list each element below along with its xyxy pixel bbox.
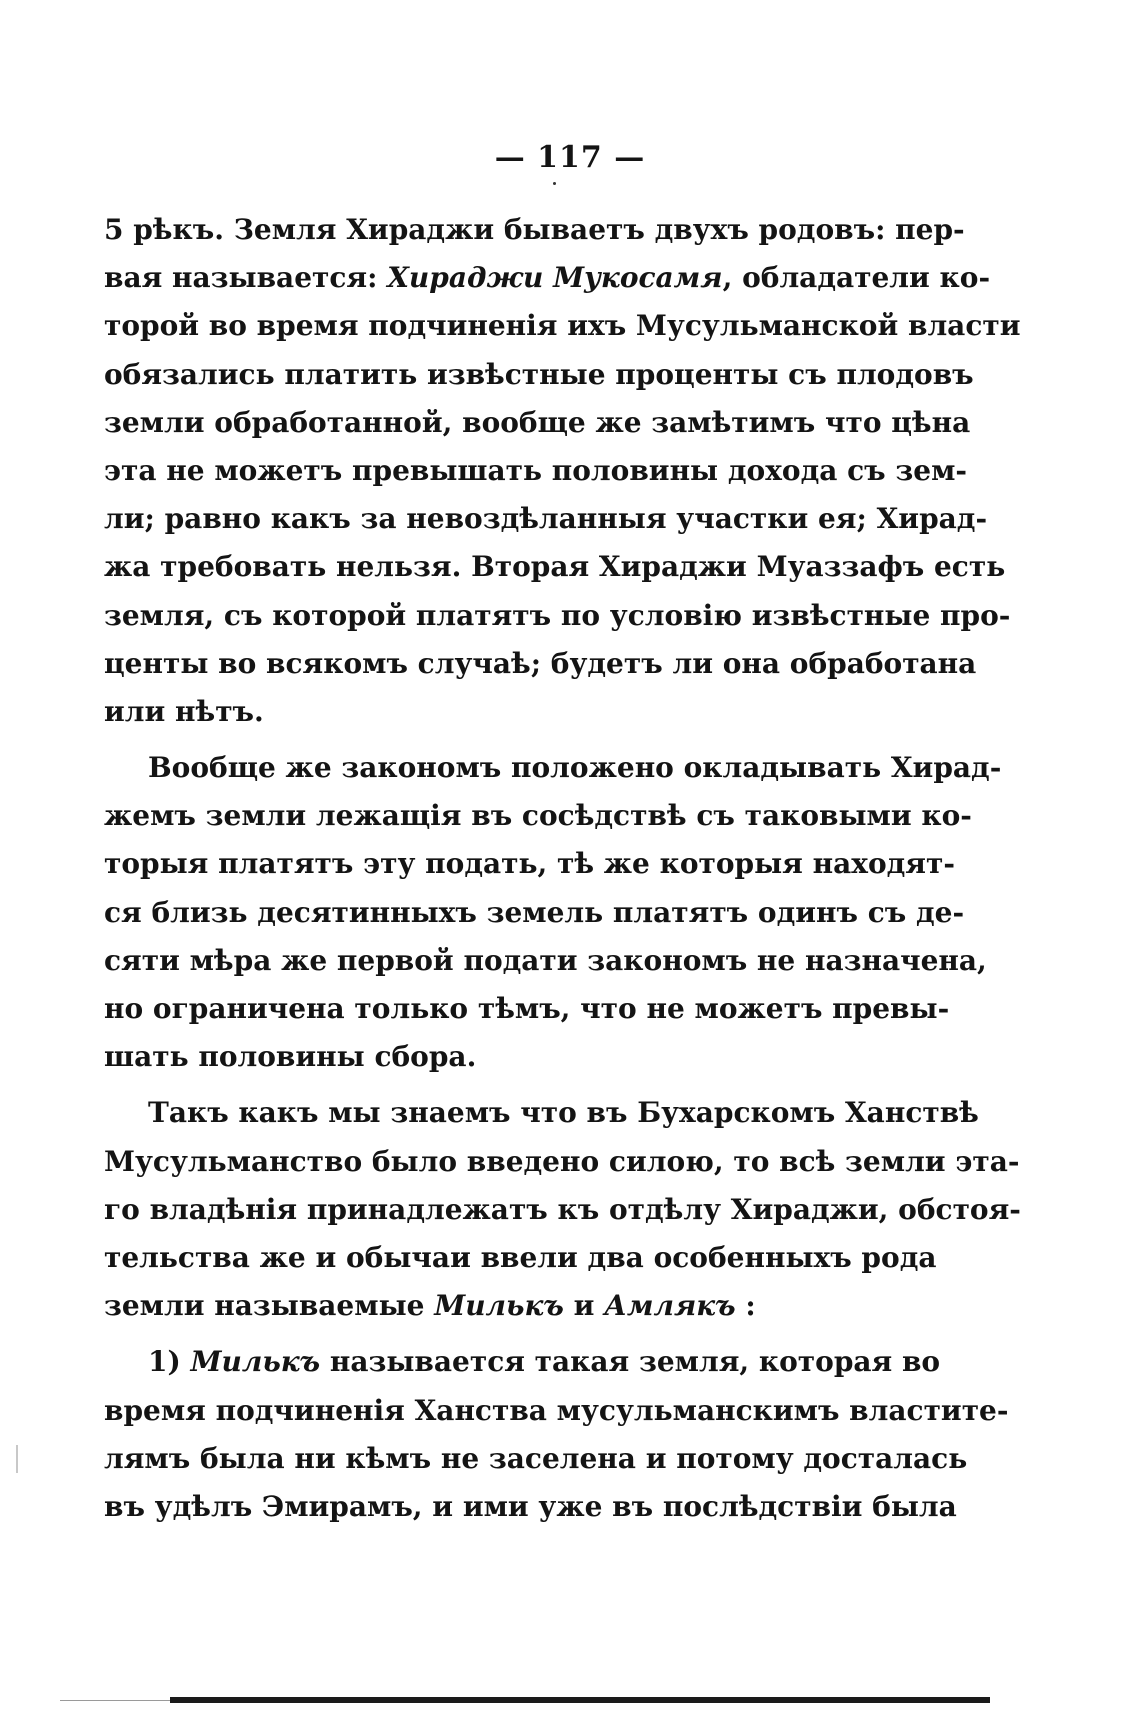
text-line <box>104 1186 1021 1234</box>
text-segment: , обладатели ко- <box>722 261 991 295</box>
text-segment: жемъ земли лежащія въ сосѣдствѣ съ таковыми ко- <box>104 799 972 833</box>
text-segment: называется такая земля, которая во <box>320 1345 941 1379</box>
text-line <box>104 543 1006 591</box>
text-line <box>104 744 1002 792</box>
paragraph <box>104 744 1002 1081</box>
margin-mark <box>16 1445 18 1473</box>
text-line <box>104 1282 899 1330</box>
text-line <box>104 1138 1020 1186</box>
text-segment: торой во время подчиненія ихъ Мусульманской власти <box>104 309 1021 343</box>
text-line <box>104 447 968 495</box>
text-line <box>104 206 965 254</box>
text-segment: тельства же и обычаи ввели два особенныхъ рода <box>104 1240 937 1274</box>
text-line <box>104 302 1021 350</box>
text-line <box>104 1387 1009 1435</box>
text-line <box>104 792 972 840</box>
body-text <box>104 206 1021 1531</box>
text-segment: обязались платить извѣстные проценты съ плодовъ <box>104 357 974 391</box>
text-segment: но ограничена только тѣмъ, что не можетъ превы- <box>104 992 950 1025</box>
text-segment: время подчиненія Ханства мусульманскимъ властите- <box>104 1393 1009 1427</box>
text-segment: торыя платятъ эту подать, тѣ же которыя находят- <box>104 847 955 881</box>
text-segment: : <box>735 1289 756 1323</box>
text-segment: земли обработанной, вообще же замѣтимъ что цѣна <box>104 405 971 439</box>
text-segment: эта не можетъ превышать половины дохода съ зем- <box>104 453 968 487</box>
text-line <box>104 840 955 888</box>
italic-term: Амлякъ <box>604 1289 736 1323</box>
bottom-rule-thin <box>60 1700 170 1701</box>
text-segment: центы во всякомъ случаѣ; будетъ ли она обработана <box>104 646 977 680</box>
ink-speck <box>553 182 556 185</box>
paragraph <box>104 206 1021 736</box>
paragraph-gap <box>104 736 899 744</box>
text-segment: земли называемые <box>104 1289 435 1323</box>
paragraph-gap <box>104 1330 899 1338</box>
paragraph <box>104 1338 1009 1531</box>
text-segment: лямъ была ни кѣмъ не заселена и потому досталась <box>104 1441 968 1475</box>
text-segment: жа требовать нельзя. Вторая Хираджи Муаззафъ есть <box>104 550 1006 584</box>
italic-term: Хираджи Мукосамя <box>387 261 723 295</box>
text-segment: сяти мѣра же первой подати закономъ не назначена, <box>104 943 987 977</box>
paragraph-gap <box>104 1081 899 1089</box>
text-line <box>104 1033 899 1081</box>
text-line <box>104 937 987 985</box>
text-line <box>104 592 1011 640</box>
text-segment: 5 рѣкъ. Земля Хираджи бываетъ двухъ родовъ: пер- <box>104 213 965 246</box>
text-segment: и <box>563 1289 605 1323</box>
italic-term: Милькъ <box>434 1289 564 1323</box>
text-line <box>104 351 974 399</box>
text-line <box>104 688 899 736</box>
text-segment: шать половины сбора. <box>104 1040 477 1074</box>
text-segment: или нѣтъ. <box>104 694 264 728</box>
page-number: — 117 — <box>494 140 646 175</box>
text-segment: Вообще же закономъ положено окладывать Хирад- <box>148 751 1002 785</box>
text-segment: Мусульманство было введено силою, то всѣ земли эта- <box>104 1144 1020 1178</box>
text-line <box>104 495 988 543</box>
text-segment: земля, съ которой платятъ по условію извѣстные про- <box>104 598 1011 632</box>
text-line <box>104 1483 957 1531</box>
text-line <box>104 254 991 302</box>
text-segment: го владѣнія принадлежатъ къ отдѣлу Хираджи, обстоя- <box>104 1192 1021 1226</box>
text-line <box>104 985 950 1033</box>
text-line <box>104 640 977 688</box>
paragraph <box>104 1089 1021 1330</box>
bottom-rule <box>170 1697 990 1703</box>
text-line <box>104 1338 941 1386</box>
text-line <box>104 889 965 937</box>
text-line <box>104 1435 968 1483</box>
text-segment: вая называется: <box>104 261 388 295</box>
italic-term: Милькъ <box>190 1345 321 1379</box>
text-segment: Такъ какъ мы знаемъ что въ Бухарскомъ Ханствѣ <box>148 1096 979 1130</box>
text-segment: 1) <box>148 1345 191 1379</box>
text-segment: въ удѣлъ Эмирамъ, и ими уже въ послѣдствіи была <box>104 1489 957 1523</box>
text-segment: ся близь десятинныхъ земель платятъ одинъ съ де- <box>104 895 965 929</box>
text-line <box>104 1234 937 1282</box>
text-line <box>104 1089 979 1137</box>
text-line <box>104 399 971 447</box>
text-segment: ли; равно какъ за невоздѣланныя участки ея; Хирад- <box>104 502 988 536</box>
